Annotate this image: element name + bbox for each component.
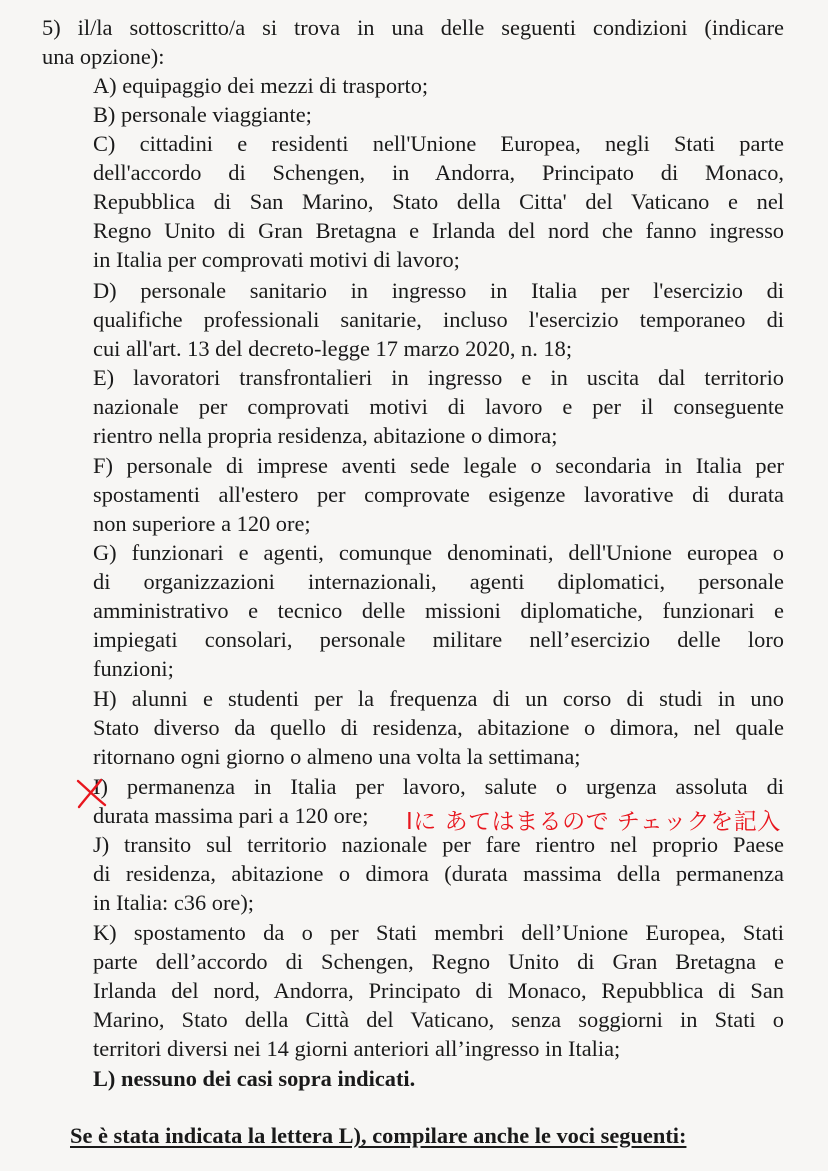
option-j-line-2: di residenza, abitazione o dimora (durata massima della permanenza [93,861,784,886]
option-c-line-3: Repubblica di San Marino, Stato della Citta' del Vaticano e nel [93,189,784,214]
option-i-line-1: I) permanenza in Italia per lavoro, salute o urgenza assoluta di [93,774,784,799]
option-c-line-4: Regno Unito di Gran Bretagna e Irlanda del nord che fanno ingresso [93,218,784,243]
option-k-line-1: K) spostamento da o per Stati membri dell’Unione Europea, Stati [93,920,784,945]
instruction-footer: Se è stata indicata la lettera L), compilare anche le voci seguenti: [70,1123,687,1148]
option-g-line-4: impiegati consolari, personale militare nell’esercizio delle loro [93,627,784,652]
option-k-line-3: Irlanda del nord, Andorra, Principato di Monaco, Repubblica di San [93,978,784,1003]
option-k-line-2: parte dell’accordo di Schengen, Regno Unito di Gran Bretagna e [93,949,784,974]
option-d-line-2: qualifiche professionali sanitarie, incluso l'esercizio temporaneo di [93,307,784,332]
section-5-intro-cont: una opzione): [42,44,165,69]
option-h-line-1: H) alunni e studenti per la frequenza di un corso di studi in uno [93,686,784,711]
option-c-line-5: in Italia per comprovati motivi di lavoro; [93,247,460,272]
option-d-line-1: D) personale sanitario in ingresso in Italia per l'esercizio di [93,278,784,303]
option-k-line-5: territori diversi nei 14 giorni anteriori all’ingresso in Italia; [93,1036,621,1061]
option-d-line-3: cui all'art. 13 del decreto-legge 17 marzo 2020, n. 18; [93,336,573,361]
option-g-line-1: G) funzionari e agenti, comunque denominati, dell'Unione europea o [93,540,784,565]
option-h-line-2: Stato diverso da quello di residenza, abitazione o dimora, nel quale [93,715,784,740]
option-k-line-4: Marino, Stato della Città del Vaticano, senza soggiorni in Stati o [93,1007,784,1032]
option-a: A) equipaggio dei mezzi di trasporto; [93,73,429,98]
section-5-intro: 5) il/la sottoscritto/a si trova in una delle seguenti condizioni (indicare [42,15,784,40]
option-g-line-3: amministrativo e tecnico delle missioni diplomatiche, funzionari e [93,598,784,623]
option-j-line-1: J) transito sul territorio nazionale per fare rientro nel proprio Paese [93,832,784,857]
option-h-line-3: ritornano ogni giorno o almeno una volta la settimana; [93,744,581,769]
handwritten-x-mark [74,776,110,810]
option-g-line-5: funzioni; [93,656,174,681]
option-e-line-1: E) lavoratori transfrontalieri in ingresso e in uscita dal territorio [93,365,784,390]
option-i-line-2: durata massima pari a 120 ore; [93,803,369,828]
option-c-line-2: dell'accordo di Schengen, in Andorra, Principato di Monaco, [93,160,784,185]
option-j-line-3: in Italia: c36 ore); [93,890,255,915]
option-b: B) personale viaggiante; [93,102,312,127]
option-f-line-3: non superiore a 120 ore; [93,511,311,536]
option-f-line-2: spostamenti all'estero per comprovate esigenze lavorative di durata [93,482,784,507]
option-e-line-3: rientro nella propria residenza, abitazione o dimora; [93,423,558,448]
option-g-line-2: di organizzazioni internazionali, agenti diplomatici, personale [93,569,784,594]
option-c-line-1: C) cittadini e residenti nell'Unione Europea, negli Stati parte [93,131,784,156]
option-l: L) nessuno dei casi sopra indicati. [93,1066,416,1091]
handwritten-note: Iに あてはまるので チェックを記入 [406,809,781,835]
option-e-line-2: nazionale per comprovati motivi di lavoro e per il conseguente [93,394,784,419]
option-f-line-1: F) personale di imprese aventi sede legale o secondaria in Italia per [93,453,784,478]
